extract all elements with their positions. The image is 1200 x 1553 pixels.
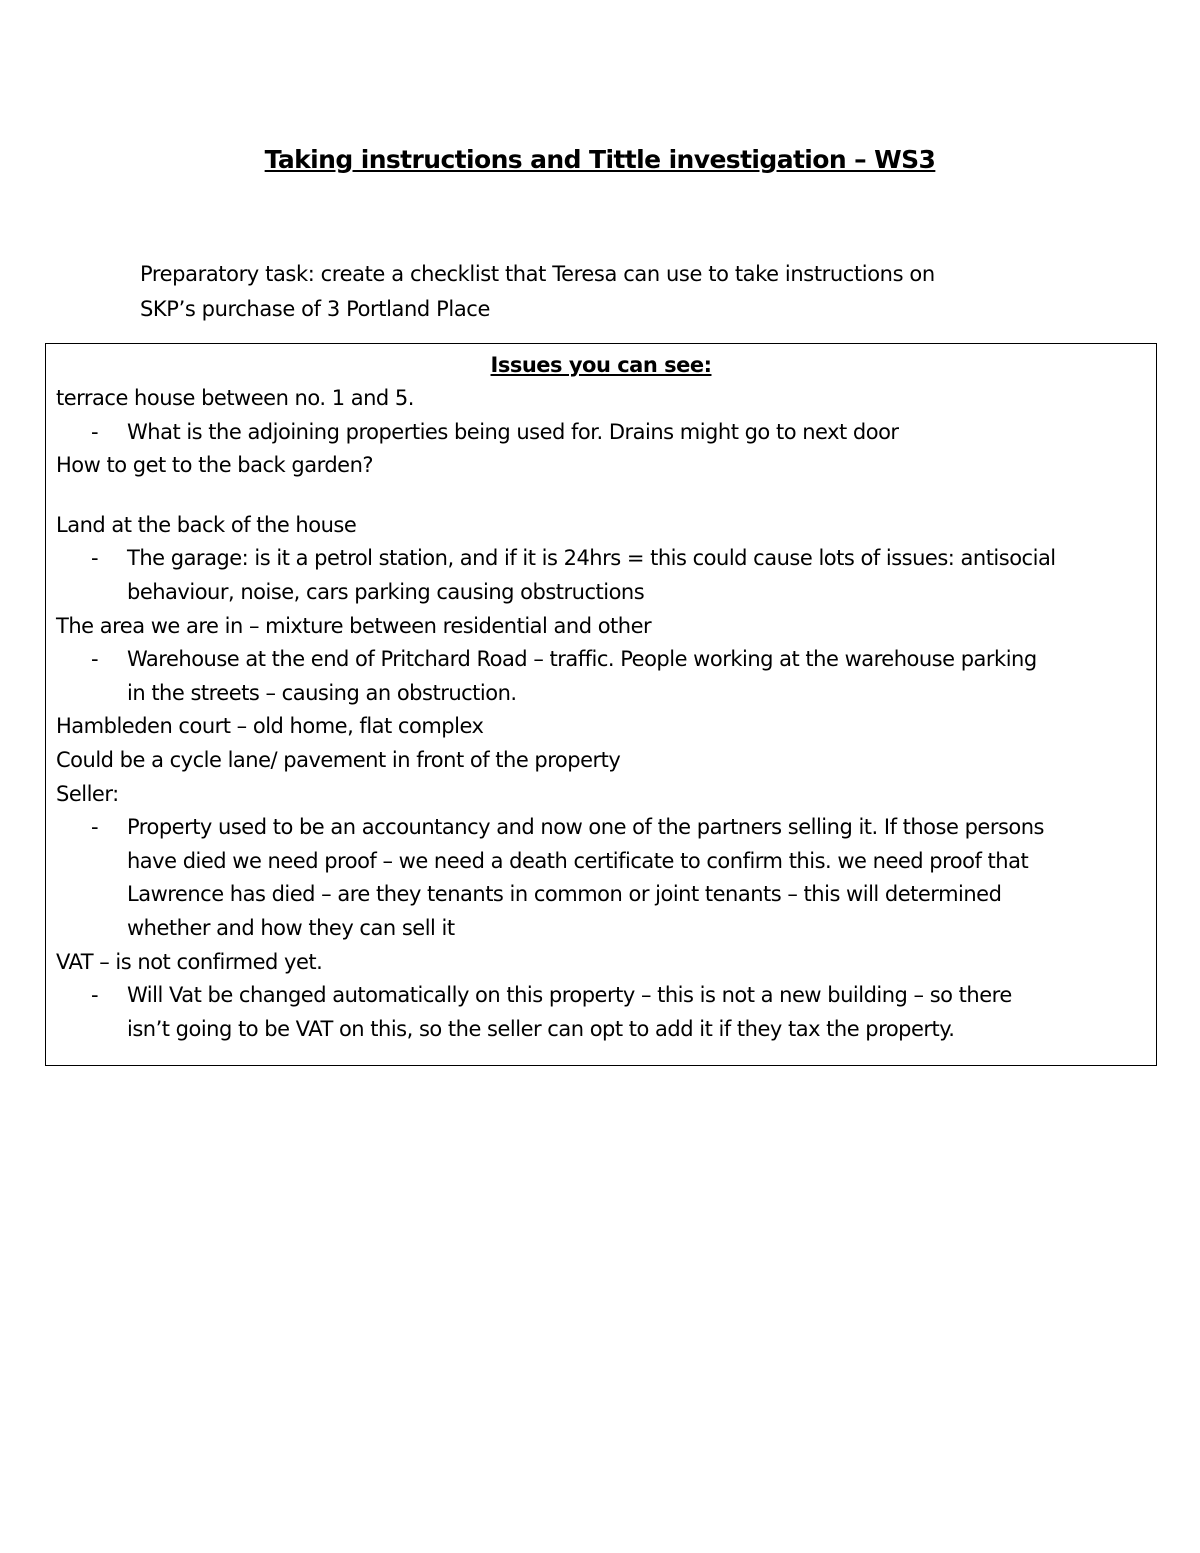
bullet-dash-icon: - — [91, 647, 99, 672]
bullet-text: whether and how they can sell it — [127, 915, 455, 940]
bullet-text: The garage: is it a petrol station, and if it is 24hrs = this could cause lots of issues: antisocial — [127, 546, 1056, 571]
page-title: Taking instructions and Tittle investigation – WS3 — [264, 145, 936, 174]
issue-terrace-house: terrace house between no. 1 and 5. — [56, 386, 414, 410]
issue-seller: Seller: — [56, 781, 119, 806]
bullet-text: What is the adjoining properties being used for. Drains might go to next door — [127, 419, 899, 444]
bullet-text: Property used to be an accountancy and now one of the partners selling it. If those persons — [127, 815, 1044, 840]
bullet-text: isn’t going to be VAT on this, so the seller can opt to add it if they tax the property. — [127, 1016, 955, 1041]
bullet-text: have died we need proof – we need a death certificate to confirm this. we need proof that — [127, 848, 1029, 873]
preparatory-task — [140, 257, 1060, 327]
bullet-item-warehouse — [56, 643, 1146, 710]
bullet-text: Warehouse at the end of Pritchard Road – traffic. People working at the warehouse parking — [127, 647, 1037, 672]
preparatory-task-line-2: SKP’s purchase of 3 Portland Place — [140, 297, 490, 321]
issue-hambleden: Hambleden court – old home, flat complex — [56, 714, 484, 739]
issues-heading: Issues you can see: — [490, 353, 712, 377]
preparatory-task-line-1: Preparatory task: create a checklist that Teresa can use to take instructions on — [140, 262, 935, 286]
bullet-text: Lawrence has died – are they tenants in common or joint tenants – this will determined — [127, 882, 1002, 907]
bullet-text: behaviour, noise, cars parking causing obstructions — [127, 579, 645, 604]
bullet-text: in the streets – causing an obstruction. — [127, 680, 517, 705]
blank-line — [56, 483, 1146, 509]
bullet-item-garage — [56, 542, 1146, 609]
issue-cycle-lane: Could be a cycle lane/ pavement in front of the property — [56, 747, 621, 772]
bullet-item-seller — [56, 811, 1146, 945]
issues-box — [45, 343, 1157, 1066]
bullet-dash-icon: - — [91, 815, 99, 840]
issue-area: The area we are in – mixture between residential and other — [56, 613, 652, 638]
bullet-dash-icon: - — [91, 419, 99, 444]
bullet-item-adjoining — [56, 416, 1146, 450]
issue-vat: VAT – is not confirmed yet. — [56, 949, 323, 974]
bullet-text: Will Vat be changed automatically on this property – this is not a new building – so there — [127, 983, 1012, 1008]
bullet-dash-icon: - — [91, 546, 99, 571]
bullet-item-vat — [56, 979, 1146, 1046]
bullet-dash-icon: - — [91, 983, 99, 1008]
issue-back-garden: How to get to the back garden? — [56, 453, 374, 478]
issue-land-back: Land at the back of the house — [56, 512, 357, 537]
